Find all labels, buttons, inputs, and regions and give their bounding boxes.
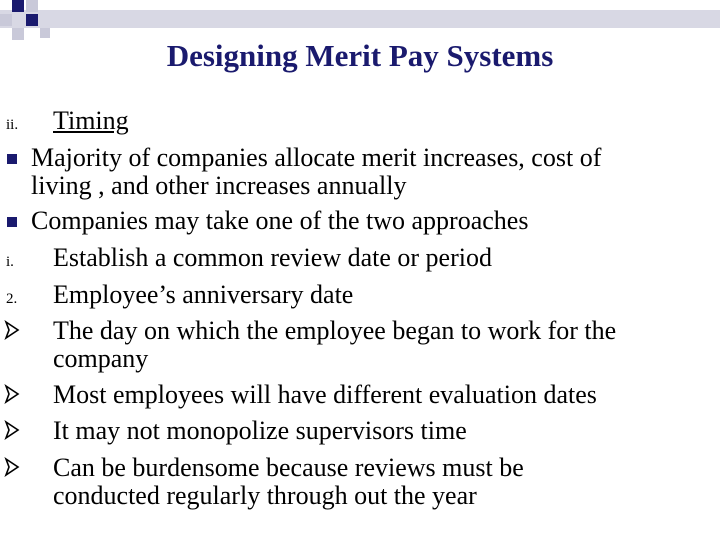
arrow-bullet-icon bbox=[4, 384, 20, 404]
arrow-bullet-icon bbox=[4, 457, 20, 477]
slide-title: Designing Merit Pay Systems bbox=[166, 38, 554, 73]
bullet-text: Majority of companies allocate merit increases, cost of bbox=[31, 143, 602, 172]
arrow-bullet-icon bbox=[4, 420, 20, 440]
item-text: Most employees will have different evaluation dates bbox=[53, 380, 597, 409]
item-text: company bbox=[53, 344, 149, 373]
section-label: Timing bbox=[53, 106, 129, 135]
item-text: Employee’s anniversary date bbox=[53, 280, 354, 309]
item-marker: i. bbox=[6, 254, 14, 270]
item-text: Establish a common review date or period bbox=[53, 243, 492, 272]
header-decoration bbox=[0, 0, 720, 40]
section-marker: ii. bbox=[6, 117, 19, 133]
square-bullet-icon bbox=[7, 217, 17, 227]
bullet-text: Companies may take one of the two approaches bbox=[31, 206, 529, 235]
item-text: Can be burdensome because reviews must be bbox=[53, 453, 524, 482]
item-text: The day on which the employee began to work for the bbox=[53, 316, 617, 345]
bullet-text: living , and other increases annually bbox=[31, 171, 407, 200]
arrow-bullet-icon bbox=[4, 320, 20, 340]
item-text: It may not monopolize supervisors time bbox=[53, 416, 467, 445]
item-marker: 2. bbox=[6, 291, 18, 307]
item-text: conducted regularly through out the year bbox=[53, 481, 477, 510]
square-bullet-icon bbox=[7, 154, 17, 164]
